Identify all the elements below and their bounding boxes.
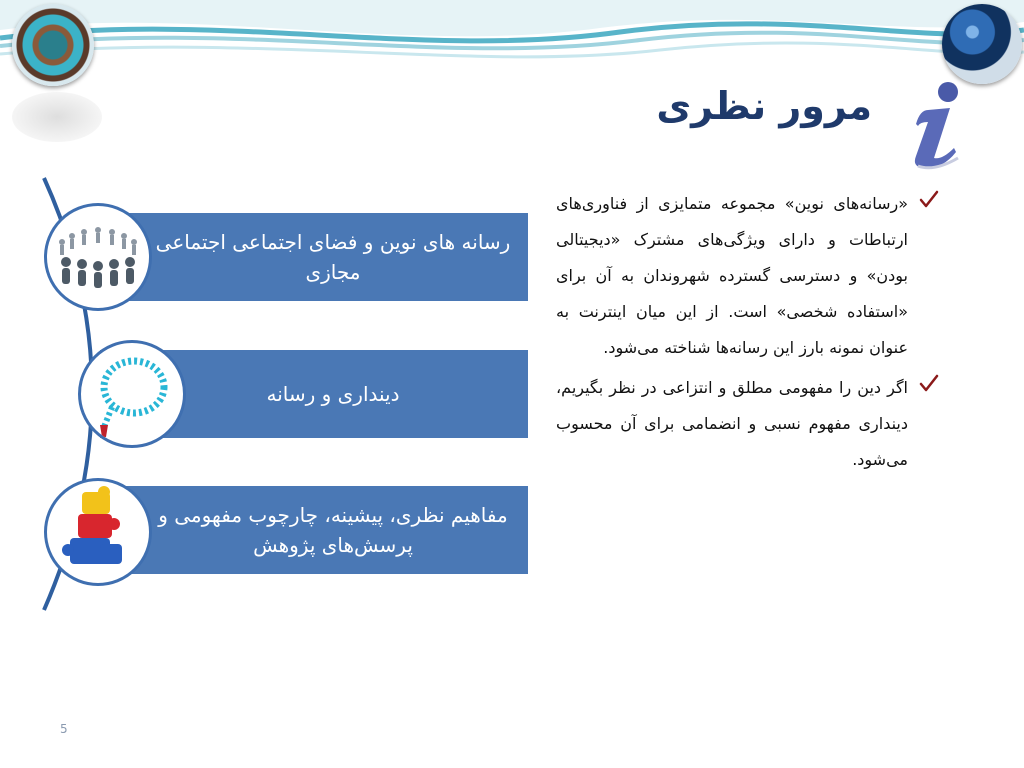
page-number: 5 [60,722,68,736]
bullet-item [556,370,948,478]
bullet-item [556,186,948,366]
seal-shadow [12,92,102,142]
slide-title: مرور نظری [656,84,872,128]
puzzle-pieces-icon [44,478,152,586]
prayer-beads-icon [78,340,186,448]
checkmark-icon [918,188,940,210]
bullet-list [556,186,948,478]
timeline-item-new-media [100,213,528,301]
decorative-seal-image [12,4,94,86]
timeline-item-concepts [100,486,528,574]
earth-globe-image [942,4,1022,84]
checkmark-icon [918,372,940,394]
bullet-text: «رسانه‌های نوین» مجموعه متمایزی از فناوری‌های ارتباطات و دارای ویژگی‌های مشترک «دیجیتالی بودن» و دسترسی گسترده شهروندان به آن برای «استفاده شخصی» است. از این میان اینترنت به عنوان نمونه بارز این رسانه‌ها شناخته می‌شود. [556,194,908,357]
people-circle-icon [44,203,152,311]
header-wave-decoration [0,0,1024,70]
timeline-item-label: رسانه های نوین و فضای اجتماعی اجتماعی مجازی [155,230,511,284]
bullet-text: اگر دین را مفهومی مطلق و انتزاعی در نظر بگیریم، دینداری مفهوم نسبی و انضمامی برای آن محسوب می‌شود. [556,378,908,469]
info-i-icon [898,78,972,172]
timeline-item-label: دینداری و رسانه [266,382,400,406]
timeline-item-label: مفاهیم نظری، پیشینه، چارچوب مفهومی و پرسش‌های پژوهش [158,503,508,557]
